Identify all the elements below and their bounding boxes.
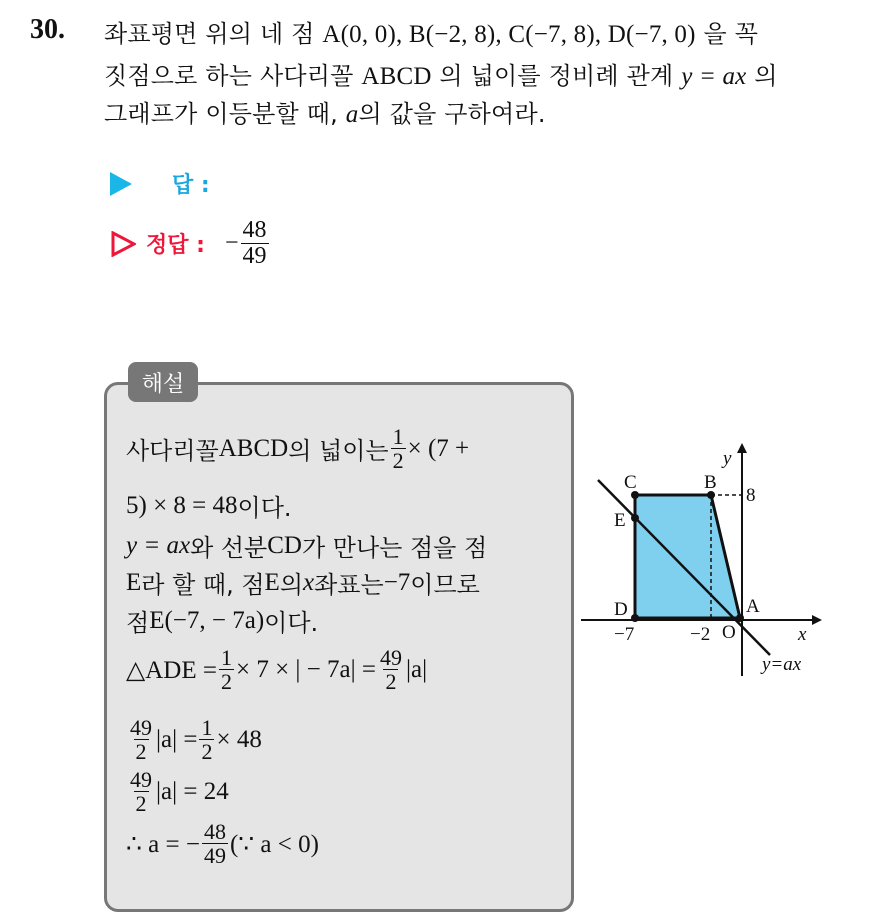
- question-text: 의: [746, 62, 778, 90]
- math: × (7 +: [407, 434, 470, 462]
- answer-row: [110, 168, 210, 199]
- equation: y = ax: [681, 63, 747, 90]
- tick-label-minus-7: −7: [614, 624, 635, 645]
- math: |a| =: [156, 725, 198, 753]
- text: 점: [126, 609, 150, 637]
- text: 의: [279, 571, 304, 599]
- points-list: A(0, 0), B(−2, 8), C(−7, 8), D(−7, 0): [322, 21, 696, 48]
- fraction-numerator: 1: [220, 645, 232, 670]
- minus-sign: −: [224, 230, 239, 257]
- question-text: 짓점으로 하는 사다리꼴: [104, 62, 362, 90]
- coordinate-graph: [578, 440, 828, 680]
- text: 이므로: [410, 571, 480, 599]
- math: 5) × 8 = 48: [126, 491, 238, 519]
- fraction-denominator: 2: [135, 791, 147, 817]
- solution-line-7: [126, 716, 262, 763]
- fraction-denominator: 2: [220, 669, 232, 695]
- math: (∵ a < 0): [229, 830, 319, 858]
- math: E: [126, 568, 142, 596]
- math: E: [264, 568, 280, 596]
- fraction-denominator: 2: [201, 739, 213, 765]
- fraction-denominator: 2: [135, 739, 147, 765]
- fraction-numerator: 48: [203, 819, 226, 844]
- text: 이다.: [264, 609, 319, 637]
- question-text: 그래프가 이등분할 때,: [104, 100, 346, 128]
- fraction-denominator: 2: [392, 448, 404, 474]
- trapezoid-name: ABCD: [361, 63, 432, 90]
- label-o: O: [722, 622, 736, 643]
- question-number: 30.: [30, 14, 65, 45]
- text: 이다.: [237, 494, 292, 522]
- equation: y = ax: [126, 531, 191, 559]
- solution-line-6: [126, 646, 427, 693]
- outline-triangle-icon: [110, 231, 136, 257]
- question-line-3: [104, 94, 546, 129]
- math: × 7 × | − 7a| =: [235, 655, 376, 683]
- solution-line-8: [126, 768, 229, 815]
- x-axis-label: x: [798, 624, 807, 645]
- x-axis-arrow-icon: [812, 615, 822, 625]
- math: E(−7, − 7a): [149, 606, 265, 634]
- fraction-denominator: 2: [385, 669, 397, 695]
- fraction: [378, 646, 404, 693]
- fraction-numerator: 1: [392, 424, 404, 449]
- math: △ADE =: [126, 656, 217, 684]
- question-text: 좌표평면 위의 네 점: [104, 20, 323, 48]
- text: 사다리꼴: [126, 437, 219, 466]
- solution-tag: 해설: [128, 362, 198, 402]
- math: ABCD: [218, 434, 289, 462]
- text: 좌표는: [314, 571, 384, 599]
- question-line-1: [104, 14, 758, 49]
- solution-line-9: [126, 820, 319, 867]
- point-d: [631, 614, 639, 622]
- fraction: [128, 716, 154, 763]
- label-a: A: [746, 596, 760, 617]
- answer-fraction: [241, 218, 269, 269]
- correct-answer-value: [225, 218, 271, 269]
- solution-line-3: [126, 528, 487, 563]
- y-axis-label: y: [723, 448, 732, 469]
- math: |a| = 24: [156, 777, 229, 805]
- fraction: [202, 820, 228, 867]
- question-text: 을 꼭: [695, 20, 759, 48]
- answer-label: 답 :: [172, 173, 210, 198]
- text: 의 넓이는: [288, 437, 389, 466]
- label-d: D: [614, 599, 628, 620]
- math: CD: [267, 531, 302, 559]
- fraction-denominator: 49: [242, 243, 267, 270]
- label-b: B: [704, 472, 717, 493]
- correct-answer-row: [110, 218, 271, 269]
- point-a: [736, 614, 744, 622]
- fraction-numerator: 49: [379, 645, 402, 670]
- correct-answer-label: 정답 :: [146, 233, 205, 259]
- question-text: 의 값을 구하여라.: [358, 100, 546, 128]
- fraction-numerator: 1: [201, 715, 213, 740]
- solution-line-1: [126, 425, 469, 472]
- fraction: [391, 425, 406, 472]
- fraction: [219, 646, 234, 693]
- question-line-2: [104, 56, 778, 91]
- variable-a: a: [345, 101, 359, 128]
- play-triangle-icon: [110, 172, 132, 196]
- trapezoid-abcd: [635, 495, 740, 618]
- text: 와 선분: [190, 534, 268, 562]
- math: −7: [383, 568, 411, 596]
- solution-line-4: [126, 565, 480, 600]
- y-axis-arrow-icon: [737, 443, 747, 453]
- fraction-numerator: 49: [130, 715, 152, 740]
- math: |a|: [405, 655, 428, 683]
- tick-label-minus-2: −2: [690, 624, 711, 645]
- fraction-denominator: 49: [203, 843, 226, 869]
- line-label: y=ax: [762, 654, 802, 675]
- math: x: [303, 568, 315, 596]
- fraction-numerator: 48: [242, 217, 267, 243]
- question-text: 의 넓이를 정비례 관계: [431, 62, 682, 90]
- math: ∴ a = −: [126, 830, 200, 858]
- solution-line-5: [126, 603, 318, 638]
- text: 라 할 때, 점: [141, 571, 265, 599]
- fraction-numerator: 49: [130, 767, 152, 792]
- text: 가 만나는 점을 점: [301, 534, 488, 562]
- math: × 48: [216, 725, 262, 753]
- fraction: [199, 716, 214, 763]
- point-e: [631, 514, 639, 522]
- tick-label-8: 8: [746, 485, 756, 506]
- label-e: E: [614, 510, 626, 531]
- label-c: C: [624, 472, 637, 493]
- fraction: [128, 768, 154, 815]
- solution-line-2: [126, 488, 292, 523]
